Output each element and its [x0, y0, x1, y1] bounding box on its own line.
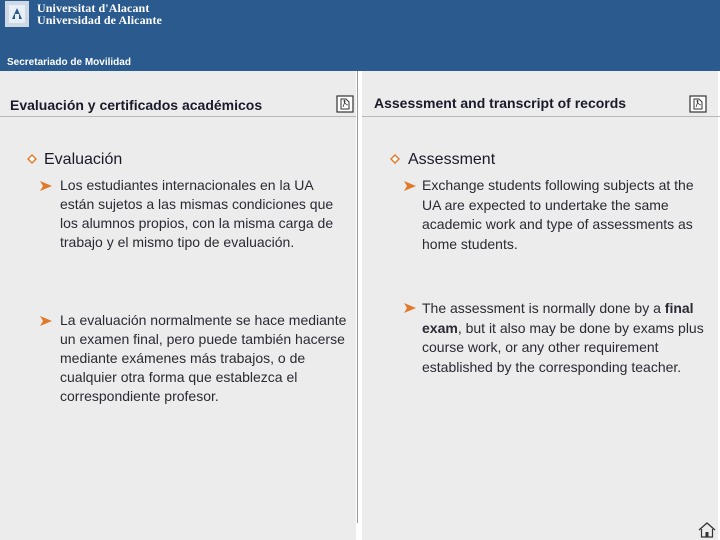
right-section-title: Assessment: [408, 151, 496, 168]
right-paragraph-2: [422, 299, 712, 377]
left-heading: Evaluación y certificados académicos: [10, 97, 263, 113]
diamond-bullet-icon: [390, 154, 400, 164]
right-paragraph-1: Exchange students following subjects at the UA are expected to undertake the same academic work and type of assessments as home students.: [422, 177, 694, 252]
arrow-bullet-icon: [404, 303, 416, 313]
university-logo-icon: [9, 5, 25, 23]
diamond-bullet-icon: [27, 154, 37, 164]
university-name-valencian: Universitat d'Alacant: [37, 1, 150, 15]
left-heading-underline: [0, 116, 356, 117]
column-divider: [357, 71, 358, 523]
left-paragraph-1: Los estudiantes internacionales en la UA están sujetos a las mismas condiciones que los alumnos propios, con la misma carga de trabajo y el mismo tipo de evaluación.: [60, 177, 334, 250]
right-heading-underline: [362, 116, 720, 117]
header-banner: [0, 0, 720, 71]
arrow-bullet-icon: [40, 181, 52, 191]
left-section-title: Evaluación: [44, 151, 123, 168]
arrow-bullet-icon: [404, 181, 416, 191]
university-name-spanish: Universidad de Alicante: [37, 13, 162, 27]
department-name: Secretariado de Movilidad: [7, 57, 131, 68]
right-paragraph-2-bold: final exam: [422, 300, 694, 336]
left-paragraph-2: La evaluación normalmente se hace mediante un examen final, pero puede también hacerse mediante exámenes más trabajos, o de cualquier otra forma que establezca el correspondiente profesor.: [60, 312, 347, 404]
pdf-document-icon[interactable]: [689, 95, 707, 113]
home-icon[interactable]: [698, 521, 716, 538]
left-panel: [0, 71, 356, 540]
right-heading: Assessment and transcript of records: [374, 95, 627, 111]
right-paragraph-2-text-b: , but it also may be done by exams plus course work, or any other requirement established by the corresponding teacher.: [422, 319, 704, 375]
pdf-document-icon[interactable]: [336, 95, 354, 113]
arrow-bullet-icon: [40, 316, 52, 326]
right-paragraph-2-text-a: The assessment is normally done by a: [422, 300, 665, 316]
